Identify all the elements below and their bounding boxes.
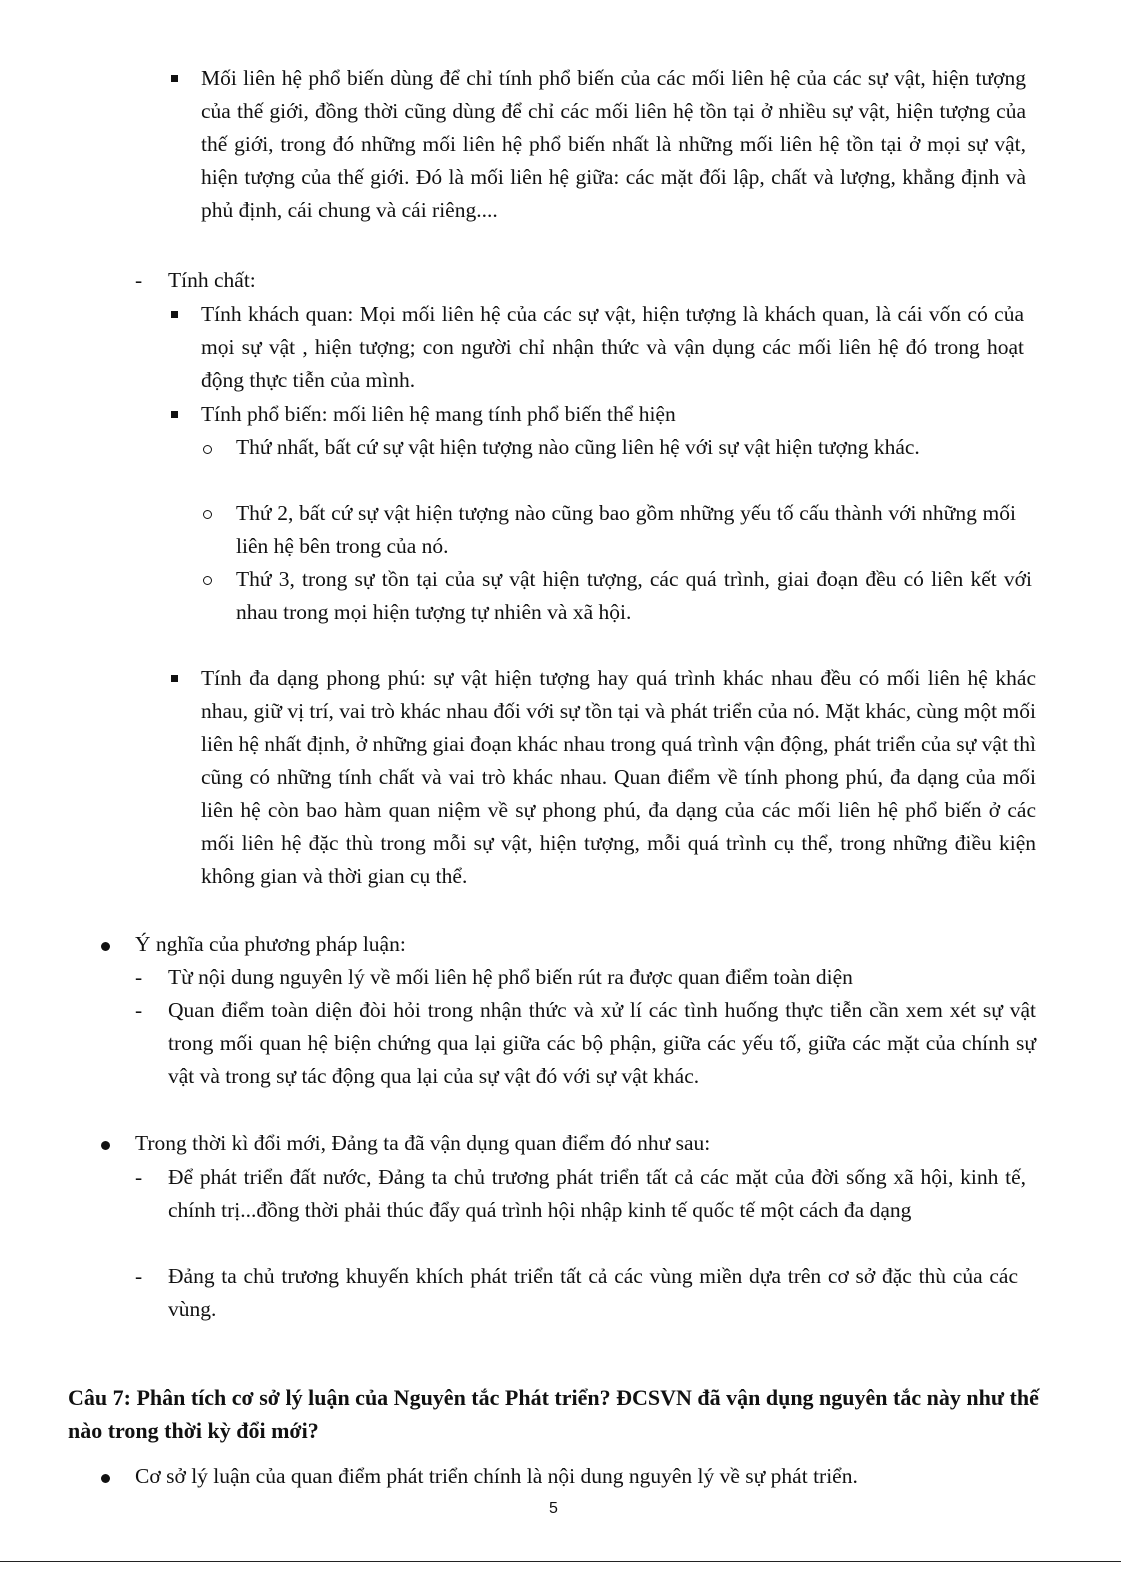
list-item-first: Thứ nhất, bất cứ sự vật hiện tượng nào cũng liên hệ với sự vật hiện tượng khác.: [236, 435, 920, 459]
square-bullet-icon: [171, 411, 178, 418]
circle-bullet-icon: [203, 576, 212, 585]
round-bullet-icon: [101, 1474, 110, 1483]
paragraph-objectivity: Tính khách quan: Mọi mối liên hệ của các sự vật, hiện tượng là khách quan, là cái vốn có của mọi sự vật , hiện tượng; con người chỉ nhận thức và vận dụng các mối liên hệ đó trong hoạt động thực tiễn của mình.: [201, 302, 1024, 392]
circle-bullet-icon: [203, 445, 212, 454]
dash-marker: -: [135, 965, 143, 989]
list-item-develop-country: Để phát triển đất nước, Đảng ta chủ trương phát triển tất cả các mặt của đời sống xã hội, kinh tế, chính trị...đồng thời phải thúc đẩy quá trình hội nhập kinh tế quốc tế một cách đa dạng: [168, 1165, 1026, 1222]
list-item-third: Thứ 3, trong sự tồn tại của sự vật hiện tượng, các quá trình, giai đoạn đều có liên kết với nhau trong mọi hiện tượng tự nhiên và xã hội.: [236, 567, 1032, 624]
page-bottom-divider: [0, 1561, 1121, 1562]
dash-marker: -: [135, 998, 143, 1022]
list-item-comprehensive-requirement: Quan điểm toàn diện đòi hỏi trong nhận thức và xử lí các tình huống thực tiễn cần xem xét sự vật trong mối quan hệ biện chứng qua lại giữa các bộ phận, giữa các yếu tố, giữa các mặt của chính sự vật và trong sự tác động qua lại của sự vật đó với sự vật khác.: [168, 998, 1036, 1088]
list-item-regions: Đảng ta chủ trương khuyến khích phát triển tất cả các vùng miền dựa trên cơ sở đặc thù của các vùng.: [168, 1264, 1018, 1321]
paragraph-development-basis: Cơ sở lý luận của quan điểm phát triển chính là nội dung nguyên lý về sự phát triển.: [135, 1464, 858, 1488]
list-item-second: Thứ 2, bất cứ sự vật hiện tượng nào cũng bao gồm những yếu tố cấu thành với những mối liên hệ bên trong của nó.: [236, 501, 1016, 558]
square-bullet-icon: [171, 311, 178, 318]
list-item-properties: Tính chất:: [168, 268, 256, 292]
square-bullet-icon: [171, 675, 178, 682]
section-renovation: Trong thời kì đổi mới, Đảng ta đã vận dụng quan điểm đó như sau:: [135, 1131, 711, 1155]
list-item-comprehensive-view: Từ nội dung nguyên lý về mối liên hệ phổ biến rút ra được quan điểm toàn diện: [168, 965, 853, 989]
section-methodology: Ý nghĩa của phương pháp luận:: [135, 932, 406, 956]
question-heading: Câu 7: Phân tích cơ sở lý luận của Nguyên tắc Phát triển? ĐCSVN đã vận dụng nguyên tắc này như thế nào trong thời kỳ đổi mới?: [68, 1385, 1039, 1443]
square-bullet-icon: [171, 75, 178, 82]
round-bullet-icon: [101, 942, 110, 951]
paragraph-diversity: Tính đa dạng phong phú: sự vật hiện tượng hay quá trình khác nhau đều có mối liên hệ khác nhau, giữ vị trí, vai trò khác nhau đối với sự tồn tại và phát triển của nó. Mặt khác, cùng một mối liên hệ nhất định, ở những giai đoạn khác nhau trong quá trình vận động, phát triển của sự vật thì cũng có những tính chất và vai trò khác nhau. Quan điểm về tính phong phú, đa dạng của mối liên hệ còn bao hàm quan niệm về sự phong phú, đa dạng của các mối liên hệ phổ biến ở các mối liên hệ đặc thù trong mỗi sự vật, hiện tượng, mỗi quá trình cụ thể, trong những điều kiện không gian và thời gian cụ thể.: [201, 666, 1036, 888]
paragraph-universality: Tính phổ biến: mối liên hệ mang tính phổ biến thể hiện: [201, 402, 676, 426]
dash-marker: -: [135, 1165, 143, 1189]
circle-bullet-icon: [203, 510, 212, 519]
dash-marker: -: [135, 268, 143, 292]
page-number: 5: [549, 1500, 558, 1517]
round-bullet-icon: [101, 1141, 110, 1150]
paragraph-universal-relation: Mối liên hệ phổ biến dùng để chỉ tính phổ biến của các mối liên hệ của các sự vật, hiện tượng của thế giới, đồng thời cũng dùng để chỉ các mối liên hệ tồn tại ở nhiều sự vật, hiện tượng của thế giới, trong đó những mối liên hệ phổ biến nhất là những mối liên hệ tồn tại ở mọi sự vật, hiện tượng của thế giới. Đó là mối liên hệ giữa: các mặt đối lập, chất và lượng, khẳng định và phủ định, cái chung và cái riêng....: [201, 66, 1026, 222]
dash-marker: -: [135, 1264, 143, 1288]
